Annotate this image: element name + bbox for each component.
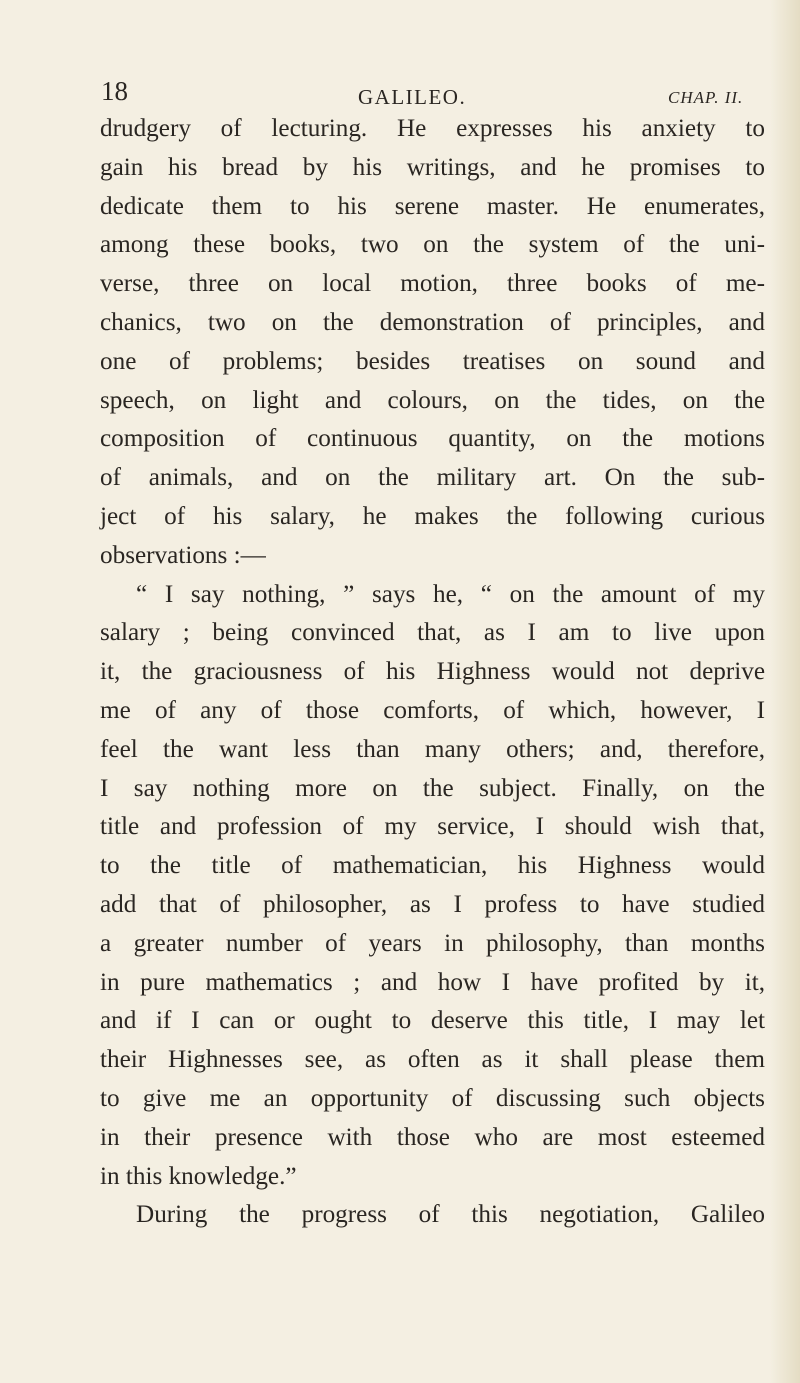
text-line: their Highnesses see, as often as it shall please them bbox=[100, 1046, 765, 1074]
text-line: in pure mathematics ; and how I have profited by it, bbox=[100, 968, 765, 996]
text-line: add that of philosopher, as I profess to have studied bbox=[100, 890, 765, 918]
page-number: 18 bbox=[101, 76, 128, 106]
text-line: title and profession of my service, I should wish that, bbox=[100, 813, 765, 841]
text-line: to give me an opportunity of discussing such objects bbox=[100, 1084, 765, 1112]
text-line: speech, on light and colours, on the tides, on the bbox=[100, 386, 765, 414]
text-line: to the title of mathematician, his Highness would bbox=[100, 852, 765, 880]
text-line: a greater number of years in philosophy, than months bbox=[100, 929, 765, 957]
text-line: and if I can or ought to deserve this title, I may let bbox=[100, 1007, 765, 1035]
body-text bbox=[100, 110, 765, 1235]
chapter-label: CHAP. II. bbox=[668, 88, 744, 107]
running-title: GALILEO. bbox=[358, 85, 467, 109]
text-line: gain his bread by his writings, and he promises to bbox=[100, 153, 765, 181]
text-line: feel the want less than many others; and, therefore, bbox=[100, 735, 765, 763]
text-line: salary ; being convinced that, as I am to live upon bbox=[100, 619, 765, 647]
text-line: observations :— bbox=[100, 541, 266, 569]
text-line: dedicate them to his serene master. He enumerates, bbox=[100, 192, 765, 220]
text-line: chanics, two on the demonstration of principles, and bbox=[100, 308, 765, 336]
text-line: drudgery of lecturing. He expresses his anxiety to bbox=[100, 115, 765, 142]
text-line: composition of continuous quantity, on the motions bbox=[100, 425, 765, 453]
text-line: in their presence with those who are most esteemed bbox=[100, 1123, 765, 1151]
text-line: in this knowledge.” bbox=[100, 1162, 297, 1190]
text-line: I say nothing more on the subject. Finally, on the bbox=[100, 774, 765, 802]
text-line: During the progress of this negotiation, Galileo bbox=[136, 1201, 765, 1229]
text-line: “ I say nothing, ” says he, “ on the amount of my bbox=[136, 580, 765, 608]
text-line: verse, three on local motion, three books of me- bbox=[100, 270, 765, 298]
text-line: of animals, and on the military art. On the sub- bbox=[100, 464, 765, 492]
page-edge-shadow bbox=[770, 0, 800, 1383]
text-line: among these books, two on the system of the uni- bbox=[100, 231, 765, 259]
text-line: it, the graciousness of his Highness would not deprive bbox=[100, 658, 765, 686]
text-line: one of problems; besides treatises on sound and bbox=[100, 347, 765, 375]
text-line: ject of his salary, he makes the following curious bbox=[100, 502, 765, 530]
text-line: me of any of those comforts, of which, however, I bbox=[100, 696, 765, 724]
running-header bbox=[0, 78, 800, 108]
